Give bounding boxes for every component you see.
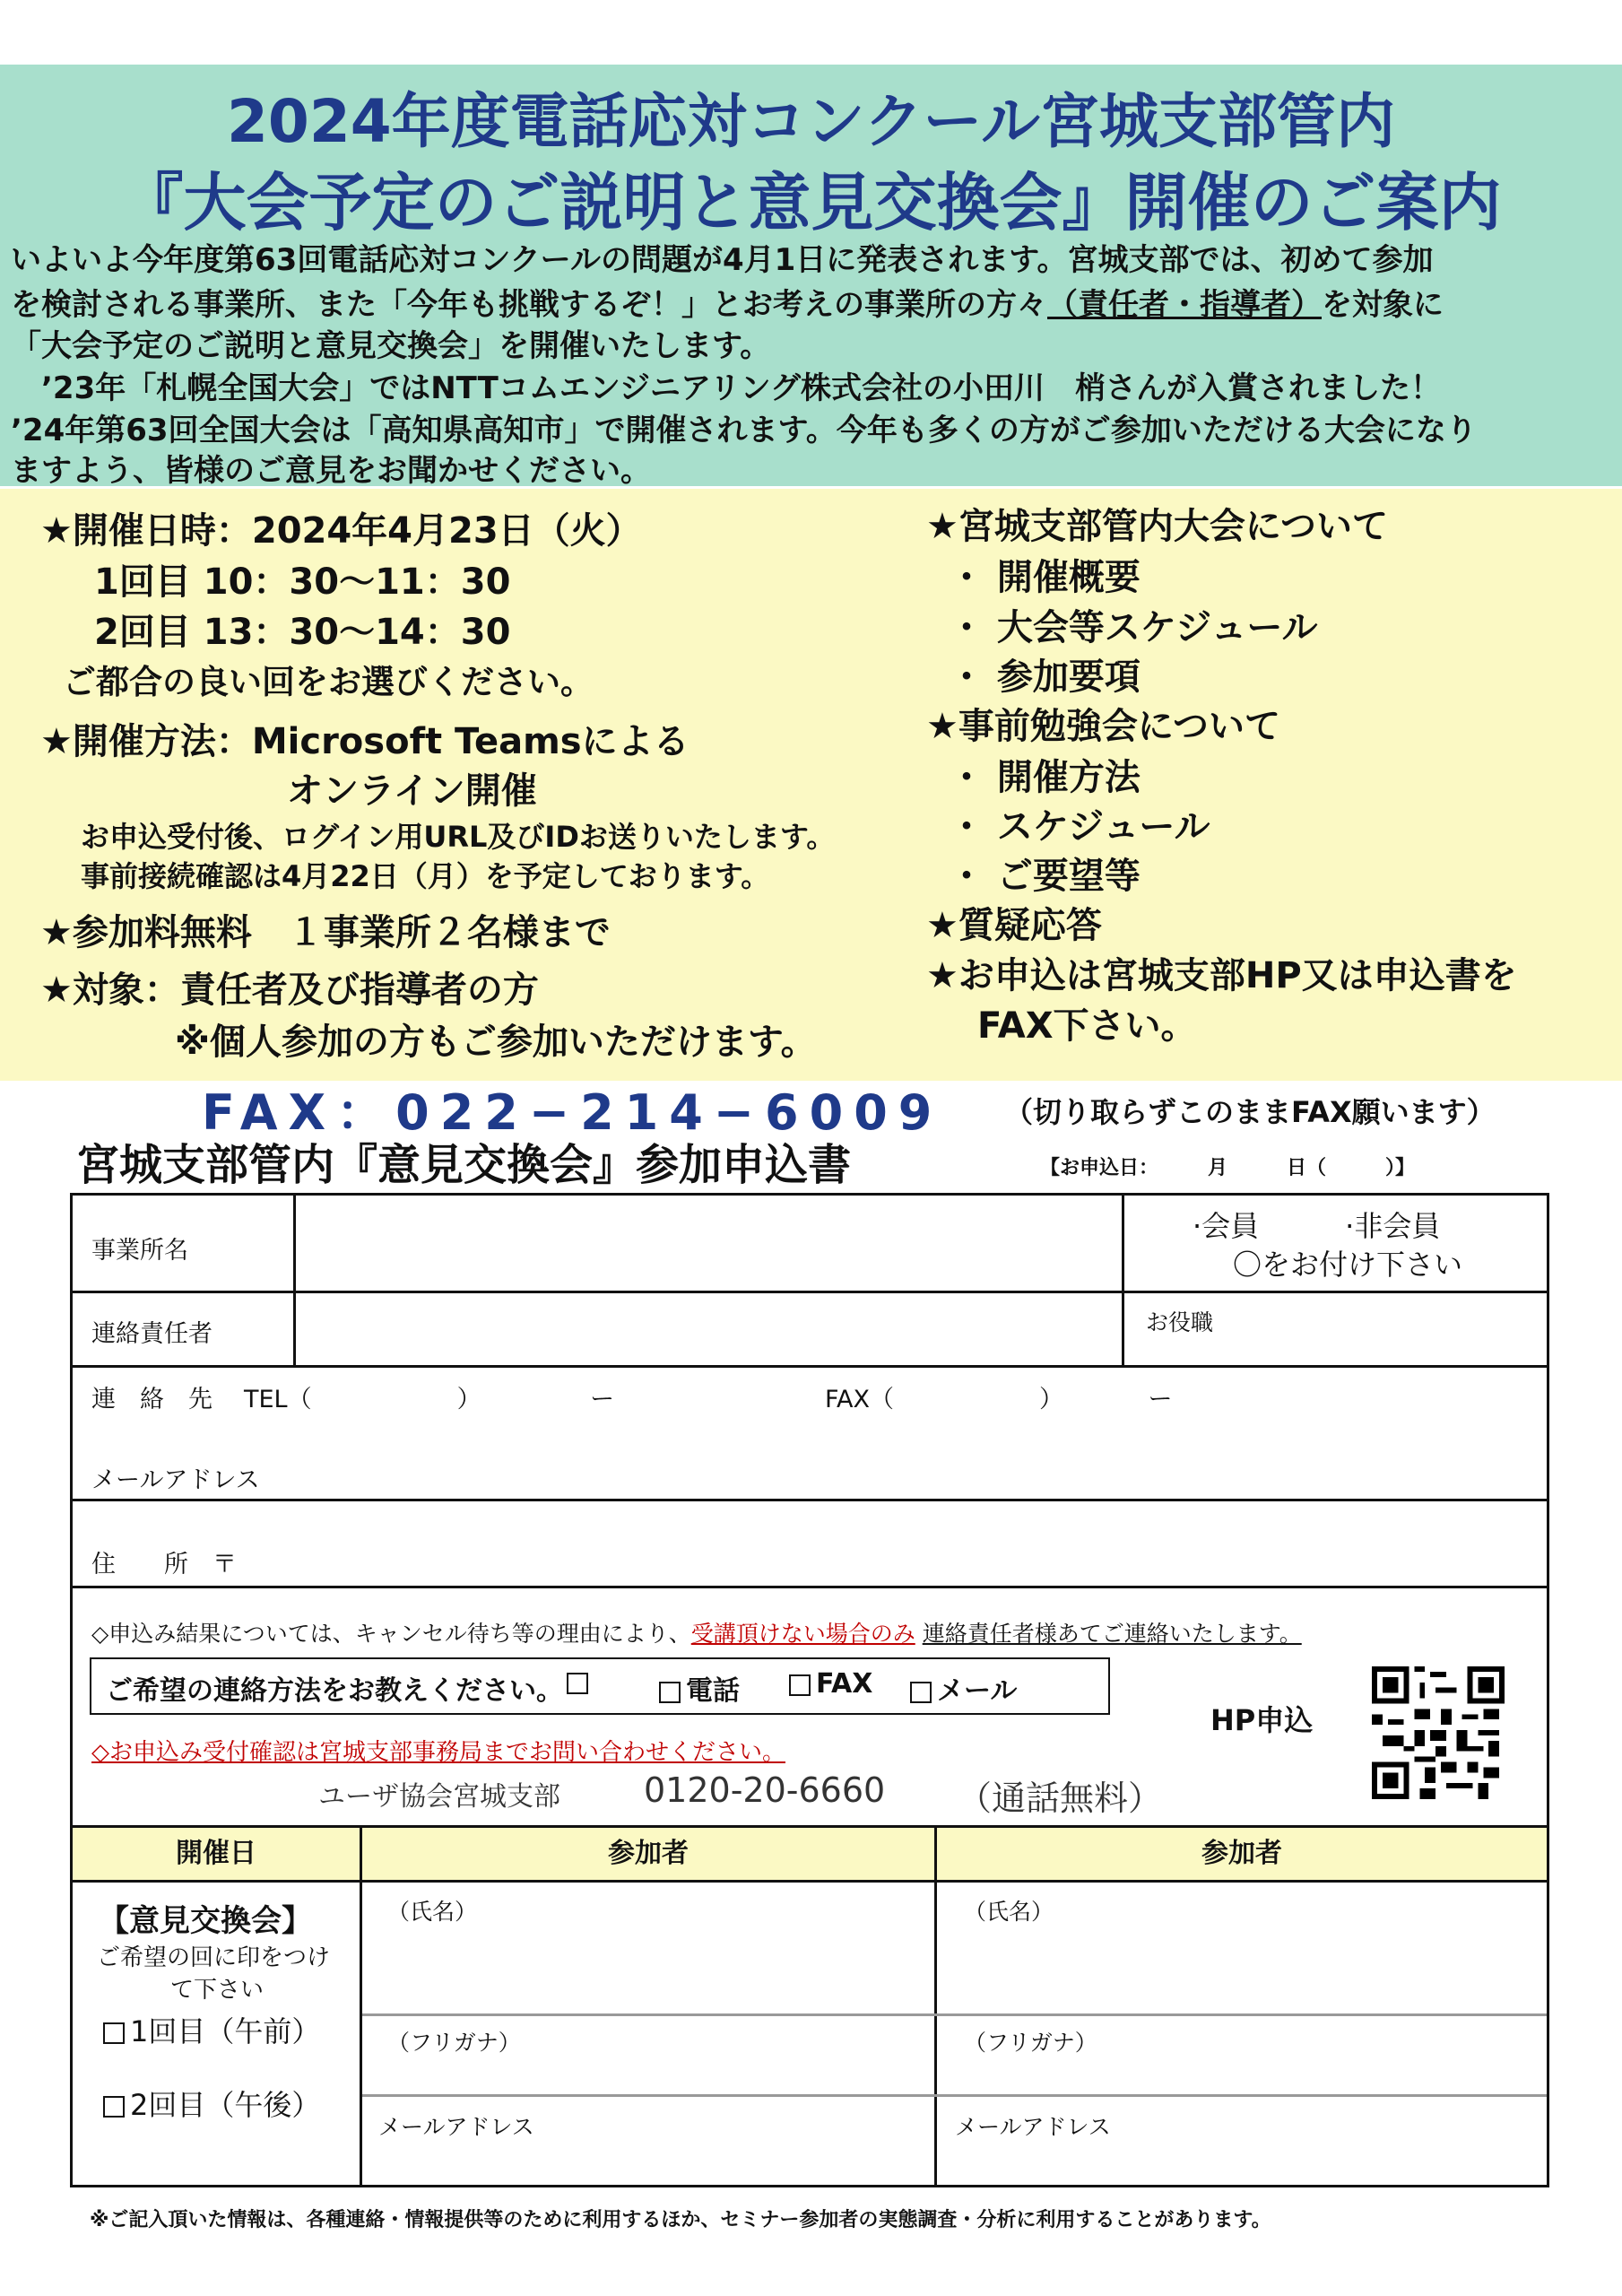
privacy-note: ※ご記入頂いた情報は、各種連絡・情報提供等のために利用するほか、セミナー参加者の実態調査・分析に利用することがあります。 [90, 2209, 1271, 2231]
divider [360, 1825, 362, 2187]
agenda-2b: ・ スケジュール [949, 806, 1210, 848]
login-note: お申込受付後、ログイン用URL及びIDお送りいたします。 [81, 820, 836, 854]
title-line1: 2024年度電話応対コンクール宮城支部管内 [226, 87, 1396, 156]
address-row [70, 1499, 1549, 1588]
mark-note-1: ご希望の回に印をつけ [97, 1944, 331, 1971]
form-title: 宮城支部管内『意見交換会』参加申込書 [76, 1140, 852, 1190]
furigana-label-1: （フリガナ） [387, 2030, 521, 2056]
fax-field[interactable]: FAX（ ） ー [825, 1386, 1173, 1413]
session-option-2[interactable]: 2回目（午後） [103, 2083, 320, 2124]
name-label-1: （氏名） [387, 1899, 478, 1925]
intro-line-1: いよいよ今年度第63回電話応対コンクールの問題が4月1日に発表されます。宮城支部では、初めて参加 [11, 242, 1434, 278]
divider [70, 1880, 1549, 1883]
office-name-label: 事業所名 [91, 1237, 188, 1265]
hp-label: HP申込 [1210, 1703, 1314, 1737]
intro-line-2: を検討される事業所、また「今年も挑戦するぞ！」とお考えの事業所の方々（責任者・指導者）を対象に [11, 287, 1444, 323]
method-fax[interactable]: FAX [789, 1668, 872, 1700]
member-note: 〇をお付け下さい [1233, 1248, 1463, 1282]
agenda-1c: ・ 参加要項 [949, 657, 1141, 698]
office-name-field[interactable] [298, 1196, 1118, 1290]
member-options[interactable]: ·会員 ·非会員 [1193, 1209, 1441, 1243]
confirm-note: ◇お申込み受付確認は宮城支部事務局までお問い合わせください。 [91, 1739, 785, 1766]
intro-line-3: 「大会予定のご説明と意見交換会」を開催いたします。 [11, 328, 771, 364]
divider [362, 2094, 1547, 2097]
intro-line-4: ’23年「札幌全国大会」ではNTTコムエンジニアリング株式会社の小田川 梢さんが入賞されました！ [11, 370, 1441, 406]
method-label: ご希望の連絡方法をお教えください。 [106, 1675, 563, 1707]
agenda-1: ★宮城支部管内大会について [926, 506, 1389, 547]
contact-person-field[interactable] [298, 1294, 1118, 1364]
col-participant2-header: 参加者 [937, 1828, 1547, 1880]
session-2: 2回目 13：30〜14：30 [94, 612, 511, 653]
session-option-1[interactable]: 1回目（午前） [103, 2009, 320, 2050]
method-phone[interactable]: 電話 [659, 1668, 740, 1708]
method-checkbox[interactable] [567, 1673, 594, 1694]
session-1: 1回目 10：30〜11：30 [94, 561, 511, 603]
agenda-4: ★お申込は宮城支部HP又は申込書を [926, 955, 1517, 996]
apply-date: 【お申込日： 月 日（ ）】 [1040, 1157, 1416, 1179]
email-label-1: メールアドレス [378, 2114, 534, 2140]
agenda-4b: FAX下さい。 [977, 1005, 1197, 1047]
contact-person-label: 連絡責任者 [91, 1320, 213, 1348]
intro-line-6: ますよう、皆様のご意見をお聞かせください。 [11, 453, 651, 489]
email-label: メールアドレス [91, 1466, 260, 1494]
phone-number: 0120-20-6660 [644, 1770, 886, 1810]
connection-note: 事前接続確認は4月22日（月）を予定しております。 [81, 859, 770, 893]
method-line1: ★開催方法：Microsoft Teamsによる [40, 721, 690, 762]
intro-line-5: ’24年第63回全国大会は「高知県高知市」で開催されます。今年も多くの方がご参加いただける大会になり [11, 413, 1477, 448]
agenda-2a: ・ 開催方法 [949, 757, 1141, 798]
title-line2: 『大会予定のご説明と意見交換会』開催のご案内 [120, 166, 1502, 239]
col-date-header: 開催日 [73, 1828, 360, 1880]
name-label-2: （氏名） [964, 1899, 1054, 1925]
event-label: 【意見交換会】 [99, 1903, 312, 1939]
divider [362, 2013, 1547, 2016]
target: ★対象：責任者及び指導者の方 [40, 970, 539, 1011]
fax-note: （切り取らずこのままFAX願います） [1004, 1095, 1496, 1129]
address-label[interactable]: 住 所 〒 [91, 1551, 237, 1578]
org-name: ユーザ協会宮城支部 [318, 1781, 560, 1813]
mark-note-2: て下さい [170, 1977, 265, 2004]
method-line2: オンライン開催 [287, 770, 537, 812]
qr-code-icon[interactable] [1372, 1666, 1505, 1799]
method-email[interactable]: メール [910, 1668, 1017, 1708]
position-label: お役職 [1146, 1309, 1214, 1335]
fee: ★参加料無料 １事業所２名様まで [40, 912, 611, 953]
contact-label: 連 絡 先 [91, 1386, 213, 1413]
col-participant1-header: 参加者 [362, 1828, 934, 1880]
target-note: ※個人参加の方もご参加いただけます。 [175, 1022, 817, 1063]
agenda-1a: ・ 開催概要 [949, 557, 1141, 598]
divider [934, 1825, 937, 2187]
tel-field[interactable]: TEL（ ） ー [244, 1386, 615, 1413]
agenda-1b: ・ 大会等スケジュール [949, 607, 1318, 648]
email-label-2: メールアドレス [955, 2114, 1111, 2140]
agenda-2c: ・ ご要望等 [949, 856, 1141, 897]
toll-free: （通話無料） [958, 1779, 1163, 1818]
agenda-2: ★事前勉強会について [926, 706, 1281, 747]
event-date: ★開催日時：2024年4月23日（火） [40, 510, 642, 552]
fax-number: FAX：022−214−6009 [202, 1084, 943, 1141]
notice: ◇申込み結果については、キャンセル待ち等の理由により、受講頂けない場合のみ 連絡責任者様あてご連絡いたします。 [91, 1621, 1302, 1647]
choose-note: ご都合の良い回をお選びください。 [63, 663, 594, 701]
agenda-3: ★質疑応答 [926, 905, 1102, 946]
furigana-label-2: （フリガナ） [964, 2030, 1097, 2056]
